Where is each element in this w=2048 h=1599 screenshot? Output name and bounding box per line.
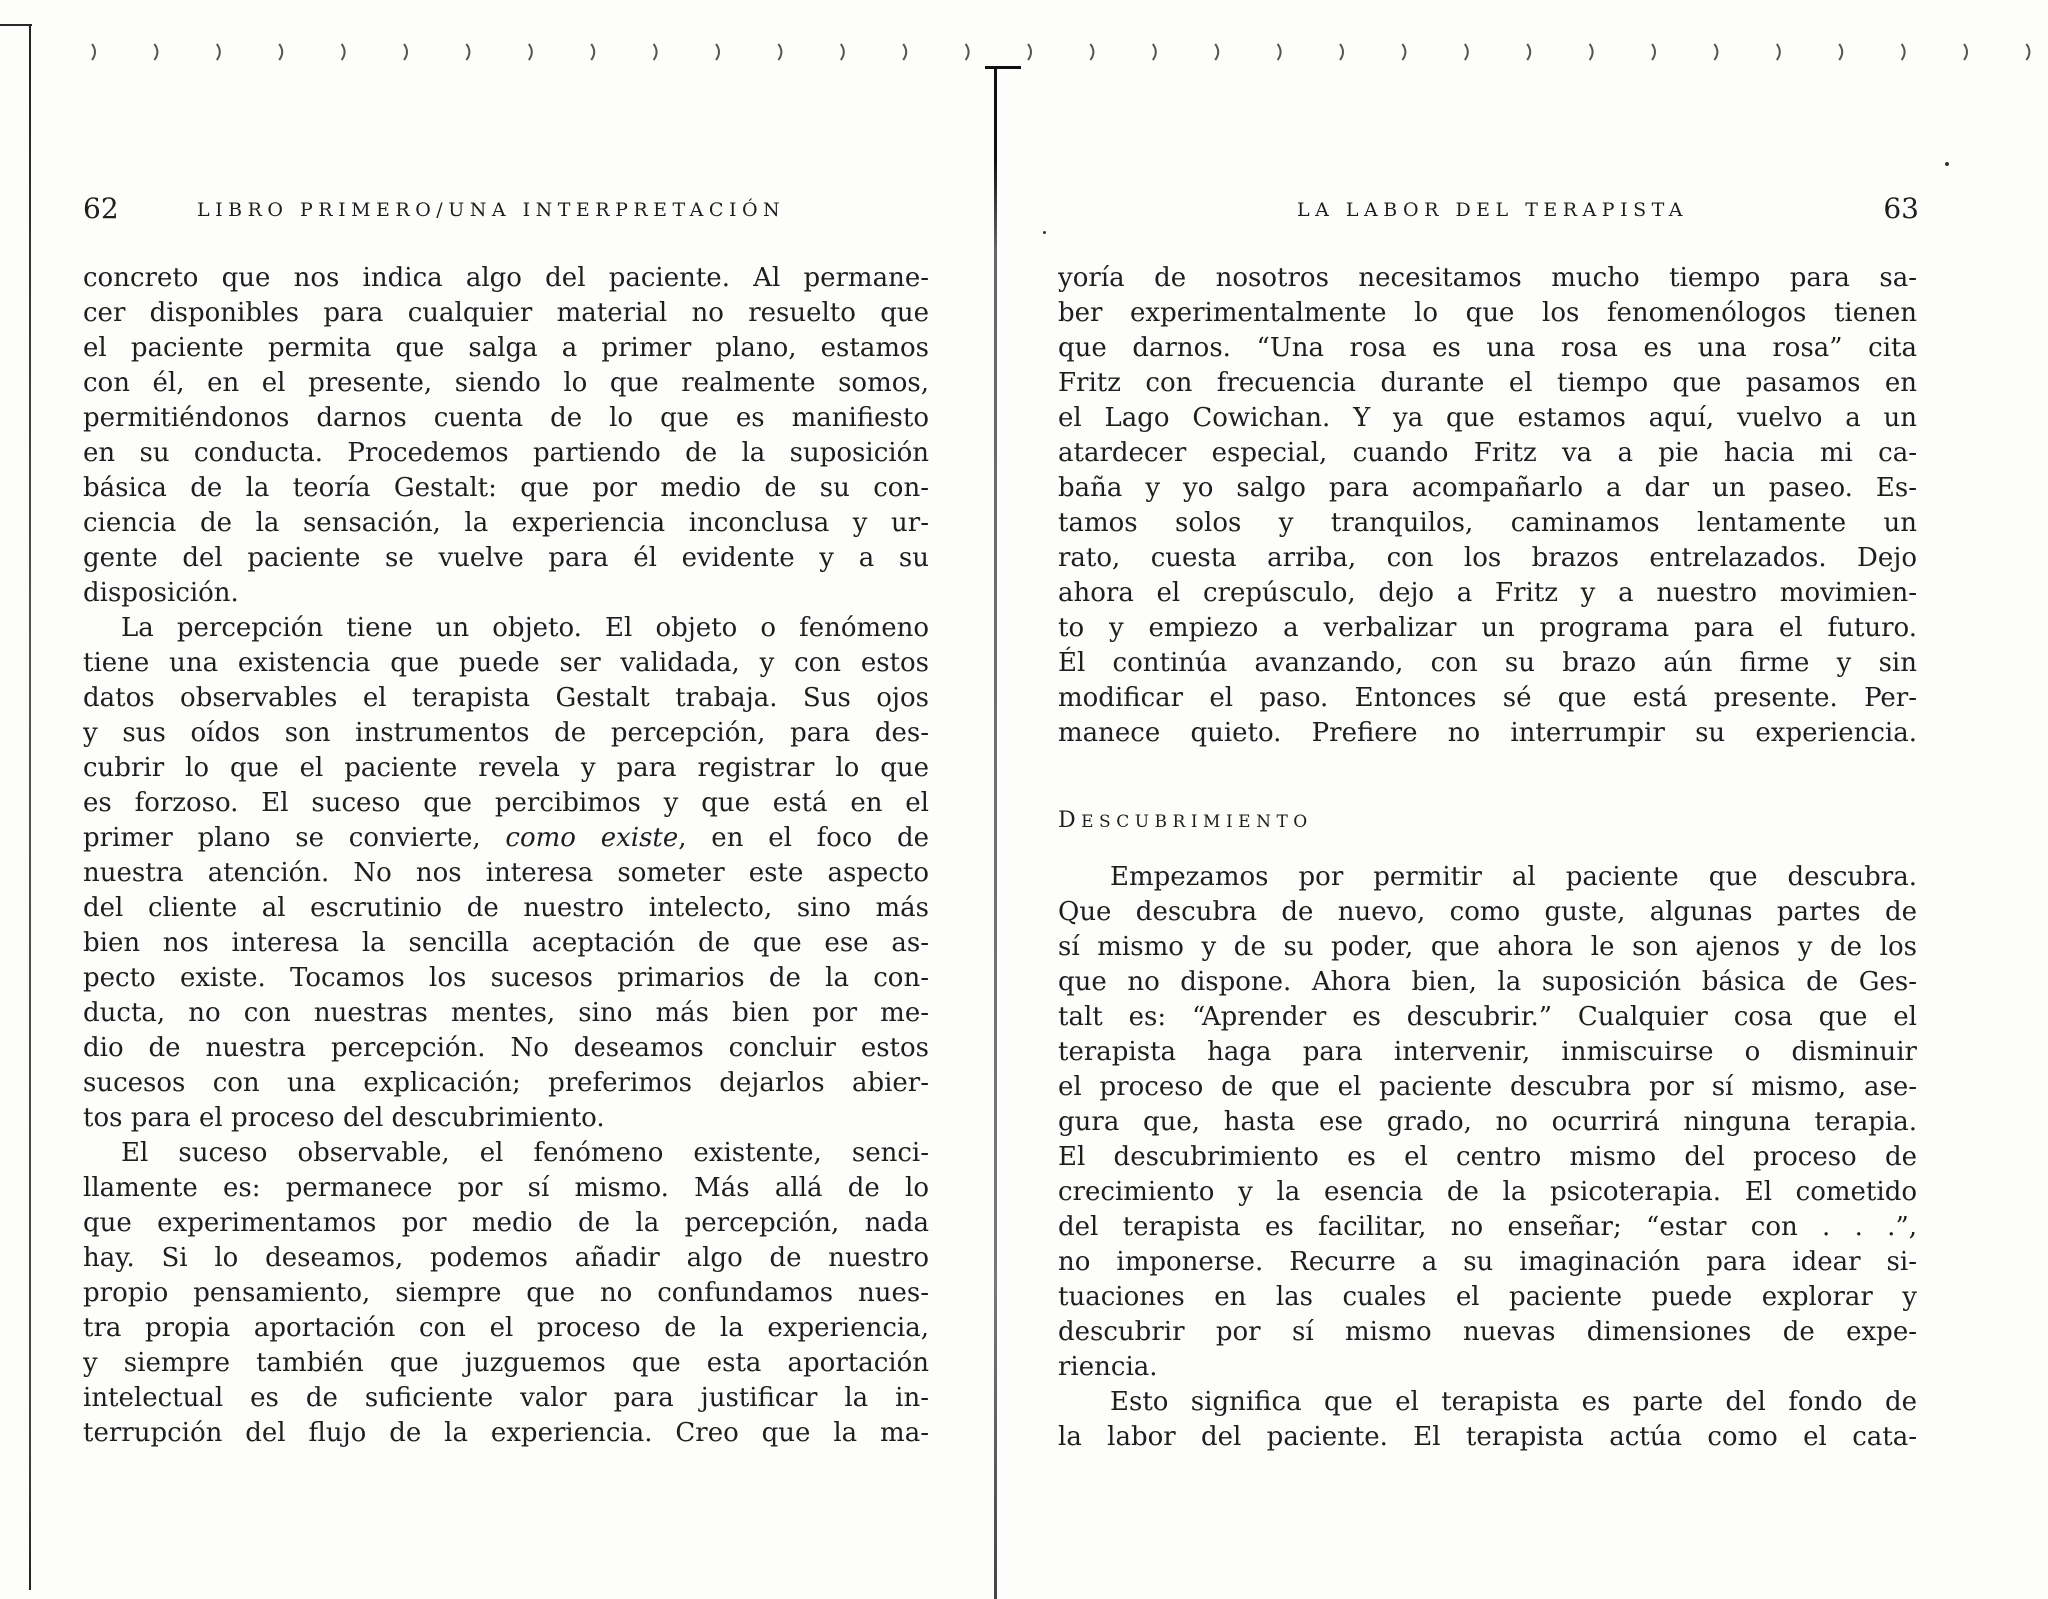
line-text: cubrir lo que el paciente revela y para registrar lo que [83, 753, 929, 783]
paragraph [83, 1136, 929, 1451]
paragraph [83, 261, 929, 611]
page-body [83, 261, 929, 1451]
text-line [83, 1206, 929, 1241]
page-body [1058, 261, 1917, 1455]
section [1058, 261, 1917, 751]
line-text: tos para el proceso del descubrimiento. [83, 1103, 605, 1133]
text-line [1058, 1000, 1917, 1035]
text-line [1058, 506, 1917, 541]
paragraph [1058, 860, 1917, 1385]
line-text: gente del paciente se vuelve para él evidente y a su [83, 543, 929, 573]
text-line [1058, 930, 1917, 965]
line-text: crecimiento y la esencia de la psicoterapia. El cometido [1058, 1177, 1917, 1207]
text-line [1058, 1350, 1917, 1385]
line-text: ber experimentalmente lo que los fenomenólogos tienen [1058, 298, 1917, 328]
line-text: ciencia de la sensación, la experiencia inconclusa y ur- [83, 508, 929, 538]
section-heading: DESCUBRIMIENTO [1058, 808, 1313, 833]
line-text: to y empiezo a verbalizar un programa para el futuro. [1058, 613, 1917, 643]
paragraph [1058, 1385, 1917, 1455]
line-text: es forzoso. El suceso que percibimos y que está en el [83, 788, 929, 818]
text-line [83, 1311, 929, 1346]
line-text: con él, en el presente, siendo lo que realmente somos, [83, 368, 929, 398]
text-line [1058, 716, 1917, 751]
text-line [1058, 1420, 1917, 1455]
line-text: modificar el paso. Entonces sé que está presente. Per- [1058, 683, 1917, 713]
text-line [1058, 576, 1917, 611]
line-text: sucesos con una explicación; preferimos dejarlos abier- [83, 1068, 929, 1098]
text-line [1058, 471, 1917, 506]
line-text: terrupción del flujo de la experiencia. Creo que la ma- [83, 1418, 929, 1448]
line-text: talt es: “Aprender es descubrir.” Cualquier cosa que el [1058, 1002, 1917, 1032]
text-line [83, 611, 929, 646]
text-line [1058, 261, 1917, 296]
line-text: pecto existe. Tocamos los sucesos primarios de la con- [83, 963, 929, 993]
text-line [1058, 681, 1917, 716]
text-line [1058, 965, 1917, 1000]
text-line [83, 996, 929, 1031]
line-text: dio de nuestra percepción. No deseamos concluir estos [83, 1033, 929, 1063]
line-text: descubrir por sí mismo nuevas dimensiones de expe- [1058, 1317, 1917, 1347]
text-line [83, 786, 929, 821]
text-line [1058, 1315, 1917, 1350]
text-line [83, 296, 929, 331]
text-line [83, 436, 929, 471]
page-number: 62 [83, 192, 119, 225]
line-text: primer plano se convierte, [83, 823, 506, 853]
text-line [83, 1066, 929, 1101]
line-text: permitiéndonos darnos cuenta de lo que es manifiesto [83, 403, 929, 433]
line-text: básica de la teoría Gestalt: que por medio de su con- [83, 473, 929, 503]
text-line [83, 681, 929, 716]
line-text: no imponerse. Recurre a su imaginación para idear si- [1058, 1247, 1917, 1277]
text-line [1058, 1035, 1917, 1070]
line-text: El suceso observable, el fenómeno existente, senci- [121, 1138, 929, 1168]
text-line [1058, 1175, 1917, 1210]
line-text: tra propia aportación con el proceso de la experiencia, [83, 1313, 929, 1343]
text-line [1058, 1280, 1917, 1315]
running-head: LIBRO PRIMERO/UNA INTERPRETACIÓN [197, 199, 786, 221]
paragraph [83, 611, 929, 1136]
text-line [83, 261, 929, 296]
text-line [1058, 331, 1917, 366]
line-text: baña y yo salgo para acompañarlo a dar un paseo. Es- [1058, 473, 1917, 503]
left-page [0, 0, 994, 1599]
text-line [83, 716, 929, 751]
line-text: Fritz con frecuencia durante el tiempo que pasamos en [1058, 368, 1917, 398]
line-text: el Lago Cowichan. Y ya que estamos aquí, vuelvo a un [1058, 403, 1917, 433]
text-line [83, 1101, 929, 1136]
line-text: tuaciones en las cuales el paciente puede explorar y [1058, 1282, 1917, 1312]
text-line [1058, 646, 1917, 681]
line-text: datos observables el terapista Gestalt trabaja. Sus ojos [83, 683, 929, 713]
text-line [83, 1171, 929, 1206]
line-text: disposición. [83, 578, 239, 608]
text-line [83, 401, 929, 436]
text-line [1058, 895, 1917, 930]
text-line [1058, 1210, 1917, 1245]
text-line [1058, 1105, 1917, 1140]
line-text: propio pensamiento, siempre que no confundamos nues- [83, 1278, 929, 1308]
text-line [83, 1416, 929, 1451]
text-line [1058, 1070, 1917, 1105]
text-line [1058, 860, 1917, 895]
line-text: la labor del paciente. El terapista actúa como el cata- [1058, 1422, 1917, 1452]
line-text: tamos solos y tranquilos, caminamos lentamente un [1058, 508, 1917, 538]
line-text: del terapista es facilitar, no enseñar; “estar con . . .”, [1058, 1212, 1917, 1242]
text-line [83, 751, 929, 786]
line-text: cer disponibles para cualquier material no resuelto que [83, 298, 929, 328]
text-line [1058, 1245, 1917, 1280]
line-text: Empezamos por permitir al paciente que descubra. [1110, 862, 1917, 892]
line-text: , en el foco de [678, 823, 929, 853]
text-line [83, 366, 929, 401]
line-text: Que descubra de nuevo, como guste, algunas partes de [1058, 897, 1917, 927]
text-line [83, 1276, 929, 1311]
page-number: 63 [1883, 192, 1919, 225]
text-line [83, 1241, 929, 1276]
line-text: tiene una existencia que puede ser validada, y con estos [83, 648, 929, 678]
text-line [1058, 366, 1917, 401]
line-text: del cliente al escrutinio de nuestro intelecto, sino más [83, 893, 929, 923]
text-line [83, 646, 929, 681]
line-text: llamente es: permanece por sí mismo. Más allá de lo [83, 1173, 929, 1203]
line-text: rato, cuesta arriba, con los brazos entrelazados. Dejo [1058, 543, 1917, 573]
line-text: el proceso de que el paciente descubra por sí mismo, ase- [1058, 1072, 1917, 1102]
text-line [1058, 436, 1917, 471]
line-text: gura que, hasta ese grado, no ocurrirá ninguna terapia. [1058, 1107, 1917, 1137]
text-line [83, 961, 929, 996]
line-text: manece quieto. Prefiere no interrumpir su experiencia. [1058, 718, 1917, 748]
line-text: que no dispone. Ahora bien, la suposición básica de Ges- [1058, 967, 1917, 997]
text-line [83, 1136, 929, 1171]
line-text: concreto que nos indica algo del paciente. Al permane- [83, 263, 929, 293]
line-text: hay. Si lo deseamos, podemos añadir algo de nuestro [83, 1243, 929, 1273]
line-text: intelectual es de suficiente valor para justificar la in- [83, 1383, 929, 1413]
text-line [1058, 1140, 1917, 1175]
line-text: riencia. [1058, 1352, 1158, 1382]
line-text: bien nos interesa la sencilla aceptación de que ese as- [83, 928, 929, 958]
text-line [1058, 611, 1917, 646]
text-line [83, 506, 929, 541]
text-line [83, 331, 929, 366]
line-text: que darnos. “Una rosa es una rosa es una rosa” cita [1058, 333, 1917, 363]
line-text: sí mismo y de su poder, que ahora le son ajenos y de los [1058, 932, 1917, 962]
text-line [83, 891, 929, 926]
line-text: Él continúa avanzando, con su brazo aún firme y sin [1058, 648, 1917, 678]
text-line [1058, 541, 1917, 576]
line-text: y siempre también que juzguemos que esta aportación [83, 1348, 929, 1378]
line-text: Esto significa que el terapista es parte del fondo de [1110, 1387, 1917, 1417]
right-page [997, 0, 2048, 1599]
text-line [1058, 1385, 1917, 1420]
text-line [83, 1381, 929, 1416]
line-text: yoría de nosotros necesitamos mucho tiempo para sa- [1058, 263, 1917, 293]
line-text: terapista haga para intervenir, inmiscuirse o disminuir [1058, 1037, 1917, 1067]
line-text: que experimentamos por medio de la percepción, nada [83, 1208, 929, 1238]
line-text: en su conducta. Procedemos partiendo de la suposición [83, 438, 929, 468]
section [1058, 803, 1917, 1455]
line-text: atardecer especial, cuando Fritz va a pie hacia mi ca- [1058, 438, 1917, 468]
text-line [1058, 296, 1917, 331]
text-line [83, 856, 929, 891]
text-line [1058, 401, 1917, 436]
line-text: La percepción tiene un objeto. El objeto o fenómeno [121, 613, 929, 643]
text-line [83, 821, 929, 856]
line-text: y sus oídos son instrumentos de percepción, para des- [83, 718, 929, 748]
text-line [83, 1346, 929, 1381]
text-line [83, 926, 929, 961]
line-text: ducta, no con nuestras mentes, sino más bien por me- [83, 998, 929, 1028]
line-text: ahora el crepúsculo, dejo a Fritz y a nuestro movimien- [1058, 578, 1917, 608]
line-text: El descubrimiento es el centro mismo del proceso de [1058, 1142, 1917, 1172]
line-text: nuestra atención. No nos interesa someter este aspecto [83, 858, 929, 888]
text-line [83, 576, 929, 611]
italic-text: como existe [505, 823, 679, 853]
text-line [83, 471, 929, 506]
text-line [83, 1031, 929, 1066]
running-head: LA LABOR DEL TERAPISTA [1297, 199, 1688, 221]
text-line [83, 541, 929, 576]
line-text: el paciente permita que salga a primer plano, estamos [83, 333, 929, 363]
paragraph [1058, 261, 1917, 751]
